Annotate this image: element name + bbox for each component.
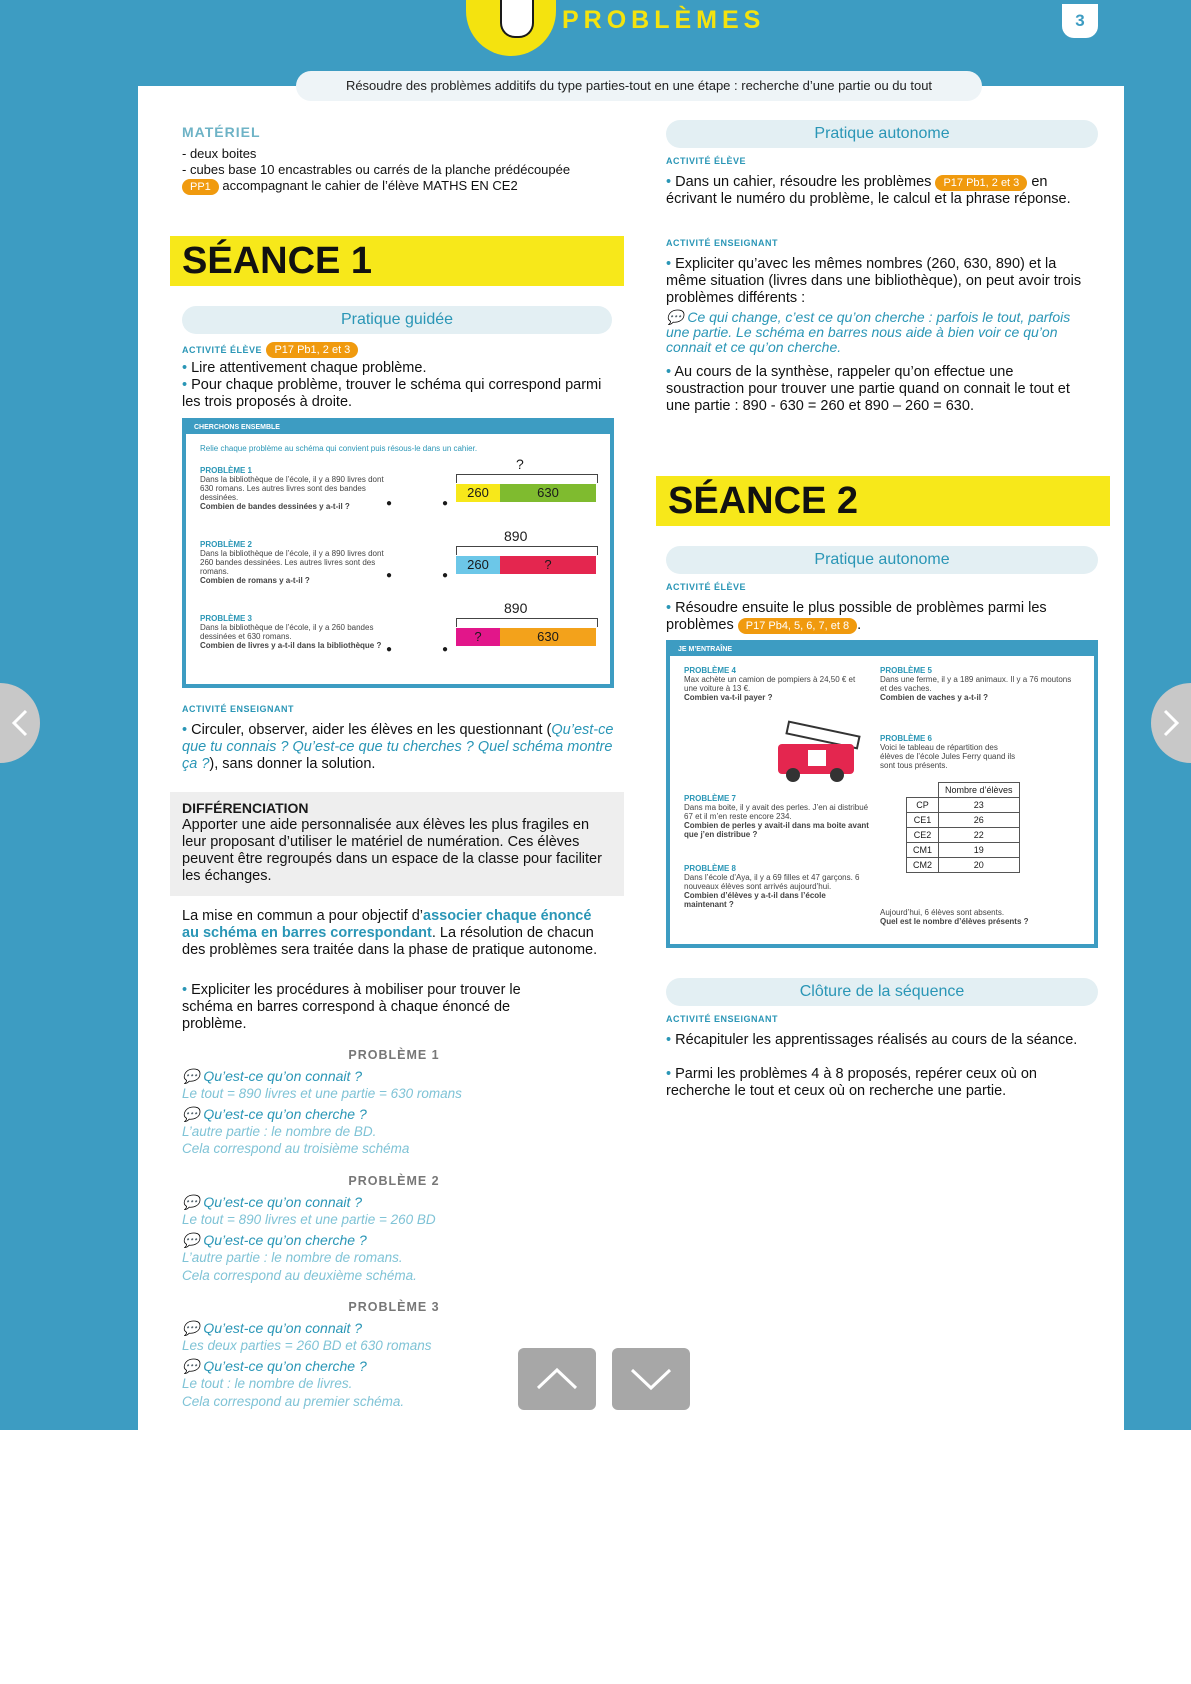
probleme-1-a2: L’autre partie : le nombre de BD. [182,1124,377,1139]
problem-1-label: PROBLÈME 1 [200,466,253,475]
je-m-entraine-exercise [666,640,1098,948]
scroll-up-button[interactable] [518,1348,596,1410]
problem-8-question: Combien d’élèves y a-t-il dans l’école maintenant ? [684,891,826,909]
activite-eleve-pill: P17 Pb1, 2 et 3 [266,342,358,358]
schema-1-part-b: 630 [500,484,596,502]
problem-7-text: Dans ma boite, il y avait des perles. J’en ai distribué 67 et il m’en reste encore 234. [684,803,869,821]
table-row: CM1 19 [907,843,1020,858]
activite-eleve-label: ACTIVITÉ ÉLÈVE [666,156,747,166]
link-dot[interactable]: ● [442,570,449,581]
problem-2-text: Dans la bibliothèque de l’école, il y a 890 livres dont 260 bandes dessinées. Les autres livres sont des romans. [200,549,384,576]
cloture-bullet-2: • Parmi les problèmes 4 à 8 proposés, repérer ceux où on recherche le tout et ceux où on recherche une partie. [666,1066,1037,1099]
chevron-up-icon [518,1348,596,1410]
table-row: CM2 20 [907,858,1020,873]
problem-4-question: Combien va-t-il payer ? [684,693,773,702]
materiel-line-1: - deux boites [182,146,257,161]
probleme-3-a2: Le tout : le nombre de livres. [182,1376,353,1391]
pratique-guidee-header: Pratique guidée [182,306,612,334]
activite-enseignant-label: ACTIVITÉ ENSEIGNANT [182,704,295,714]
schema-2-bracket [456,546,598,555]
schema-3-part-b: 630 [500,628,596,646]
probleme-1-a1: Le tout = 890 livres et une partie = 630 romans [182,1086,462,1101]
problem-6-question: Quel est le nombre d’élèves présents ? [880,917,1029,926]
probleme-3-a3: Cela correspond au premier schéma. [182,1394,405,1409]
problem-2-question: Combien de romans y a-t-il ? [200,576,310,585]
schema-2-part-a: 260 [456,556,500,574]
exercise-header: JE M’ENTRAÎNE [670,644,1094,656]
probleme-2-title: PROBLÈME 2 [348,1174,440,1188]
cloture-header: Clôture de la séquence [666,978,1098,1006]
schema-3-total: 890 [504,600,528,616]
next-page-button[interactable] [1151,683,1191,763]
schema-2-part-b: ? [500,556,596,574]
probleme-2-q1: 💬 Qu’est-ce qu’on connait ? [182,1194,363,1210]
link-dot[interactable]: ● [442,498,449,509]
probleme-1-title: PROBLÈME 1 [348,1048,440,1062]
fire-truck-icon [778,728,858,782]
link-dot[interactable]: ● [386,570,393,581]
activite-enseignant-label: ACTIVITÉ ENSEIGNANT [666,1014,779,1024]
chevron-left-icon [0,683,40,763]
lesson-subtitle: Résoudre des problèmes additifs du type parties-tout en une étape : recherche d’une partie ou du tout [296,71,982,101]
problem-1-question: Combien de bandes dessinées y a-t-il ? [200,502,350,511]
seance2-section-header: Pratique autonome [666,546,1098,574]
probleme-1-q1: 💬 Qu’est-ce qu’on connait ? [182,1068,363,1084]
schema-3-bracket [456,618,598,627]
problem-5-label: PROBLÈME 5 [880,666,933,675]
scroll-down-button[interactable] [612,1348,690,1410]
problem-8-text: Dans l’école d’Aya, il y a 69 filles et 47 garçons. 6 nouveaux élèves sont arrivés aujourd’hui. [684,873,860,891]
repartition-table [906,782,1020,873]
problem-6-footer: Aujourd’hui, 6 élèves sont absents. [880,908,1005,917]
schema-2-total: 890 [504,528,528,544]
table-header: Nombre d’élèves [939,783,1020,798]
problem-1-text: Dans la bibliothèque de l’école, il y a 890 livres dont 630 romans. Les autres livres sont des bandes dessinées. [200,475,384,502]
autonome-bullet-1: • Dans un cahier, résoudre les problèmes P17 Pb1, 2 et 3 en écrivant le numéro du problème, le calcul et la phrase réponse. [666,174,1071,207]
materiel-line-2: - cubes base 10 encastrables ou carrés de la planche prédécoupée [182,162,571,177]
problem-3-question: Combien de livres y a-t-il dans la bibliothèque ? [200,641,382,650]
seance-2-title: SÉANCE 2 [656,476,1110,526]
problem-7-label: PROBLÈME 7 [684,794,737,803]
schema-3-part-a: ? [456,628,500,646]
chevron-right-icon [1151,683,1191,763]
probleme-3-title: PROBLÈME 3 [348,1300,440,1314]
table-row: CP 23 [907,798,1020,813]
chevron-down-icon [612,1348,690,1410]
link-dot[interactable]: ● [442,644,449,655]
logo-title: PROBLÈMES [562,6,766,34]
seance2-bullet: • Résoudre ensuite le plus possible de problèmes parmi les problèmes P17 Pb4, 5, 6, 7, et 8 . [666,600,1047,633]
probleme-3-q2: 💬 Qu’est-ce qu’on cherche ? [182,1358,367,1374]
mascot-icon [500,0,534,38]
differenciation-title: DIFFÉRENCIATION [182,800,309,816]
probleme-3-a1: Les deux parties = 260 BD et 630 romans [182,1338,432,1353]
probleme-1-q2: 💬 Qu’est-ce qu’on cherche ? [182,1106,367,1122]
problem-4-text: Max achète un camion de pompiers à 24,50 € et une voiture à 13 €. [684,675,856,693]
activite-eleve-label: ACTIVITÉ ÉLÈVE [666,582,747,592]
problem-2-label: PROBLÈME 2 [200,540,253,549]
probleme-2-a1: Le tout = 890 livres et une partie = 260 BD [182,1212,436,1227]
seance1-bullet-2: • Pour chaque problème, trouver le schéma qui correspond parmi les trois proposés à droite. [182,377,602,410]
activite-eleve-label: ACTIVITÉ ÉLÈVE [182,345,263,355]
autonome-bullet-2: • Expliciter qu’avec les mêmes nombres (260, 630, 890) et la même situation (livres dans une bibliothèque), on peut avoir trois problèmes différents : [666,256,1082,306]
activite-enseignant-label: ACTIVITÉ ENSEIGNANT [666,238,779,248]
seance1-bullet-3: • Circuler, observer, aider les élèves en les questionnant (Qu’est-ce que tu connais ? Qu’est-ce que tu cherches ? Quel schéma montre ça ?), sans donner la solution. [182,722,614,772]
link-dot[interactable]: ● [386,644,393,655]
problem-5-text: Dans une ferme, il y a 189 animaux. Il y a 76 moutons et des vaches. [880,675,1072,693]
schema-1-total: ? [516,456,524,472]
exercise-instruction: Relie chaque problème au schéma qui convient puis résous-le dans un cahier. [200,444,478,453]
problem-6-label: PROBLÈME 6 [880,734,933,743]
autonome-bullet-3: • Au cours de la synthèse, rappeler qu’on effectue une soustraction pour trouver une partie quand on connait le tout et une partie : 890 - 630 = 260 et 890 – 260 = 630. [666,364,1070,414]
seance1-bullet-1: • Lire attentivement chaque problème. [182,360,427,376]
probleme-3-q1: 💬 Qu’est-ce qu’on connait ? [182,1320,363,1336]
problem-5-question: Combien de vaches y a-t-il ? [880,693,989,702]
link-dot[interactable]: ● [386,498,393,509]
schema-1-bracket [456,474,598,483]
problem-6-text: Voici le tableau de répartition des élèves de l’école Jules Ferry quand ils sont tous présents. [880,743,1016,770]
page-number: 3 [1062,4,1098,38]
mise-en-commun-text: La mise en commun a pour objectif d’associer chaque énoncé au schéma en barres correspondant. La résolution de chacun des problèmes sera traitée dans la phase de pratique autonome. [182,908,598,958]
cloture-bullet-1: • Récapituler les apprentissages réalisés au cours de la séance. [666,1032,1078,1048]
synthese-quote: 💬 Ce qui change, c’est ce qu’on cherche : parfois le tout, parfois une partie. Le schéma en barres nous aide à bien voir ce qu’on connait et ce qu’on cherche. [666,309,1071,355]
problem-7-question: Combien de perles y avait-il dans ma boite avant que j’en distribue ? [684,821,869,839]
table-row: CE2 22 [907,828,1020,843]
mise-en-commun-bullet: • Expliciter les procédures à mobiliser pour trouver le schéma en barres correspond à chaque énoncé de problème. [182,982,521,1032]
problem-8-label: PROBLÈME 8 [684,864,737,873]
materiel-pill: PP1 [182,179,219,195]
exercise-header: CHERCHONS ENSEMBLE [186,422,610,434]
probleme-2-q2: 💬 Qu’est-ce qu’on cherche ? [182,1232,367,1248]
probleme-1-a3: Cela correspond au troisième schéma [182,1141,410,1156]
previous-page-button[interactable] [0,683,40,763]
table-row: CE1 26 [907,813,1020,828]
differenciation-text: Apporter une aide personnalisée aux élèves les plus fragiles en leur proposant d’utiliser le matériel de numération. Ces élèves peuvent être regroupés dans un espace de la classe pour faciliter les échanges. [182,817,602,884]
pratique-autonome-header: Pratique autonome [666,120,1098,148]
probleme-2-a2: L’autre partie : le nombre de romans. [182,1250,403,1265]
problem-3-text: Dans la bibliothèque de l’école, il y a 260 bandes dessinées et 630 romans. [200,623,374,641]
problem-3-label: PROBLÈME 3 [200,614,253,623]
materiel-line-3: accompagnant le cahier de l’élève MATHS EN CE2 [222,178,518,193]
problem-4-label: PROBLÈME 4 [684,666,737,675]
probleme-2-a3: Cela correspond au deuxième schéma. [182,1268,417,1283]
cherchons-ensemble-exercise [182,418,614,688]
materiel-title: MATÉRIEL [182,124,261,140]
seance-1-title: SÉANCE 1 [170,236,624,286]
schema-1-part-a: 260 [456,484,500,502]
